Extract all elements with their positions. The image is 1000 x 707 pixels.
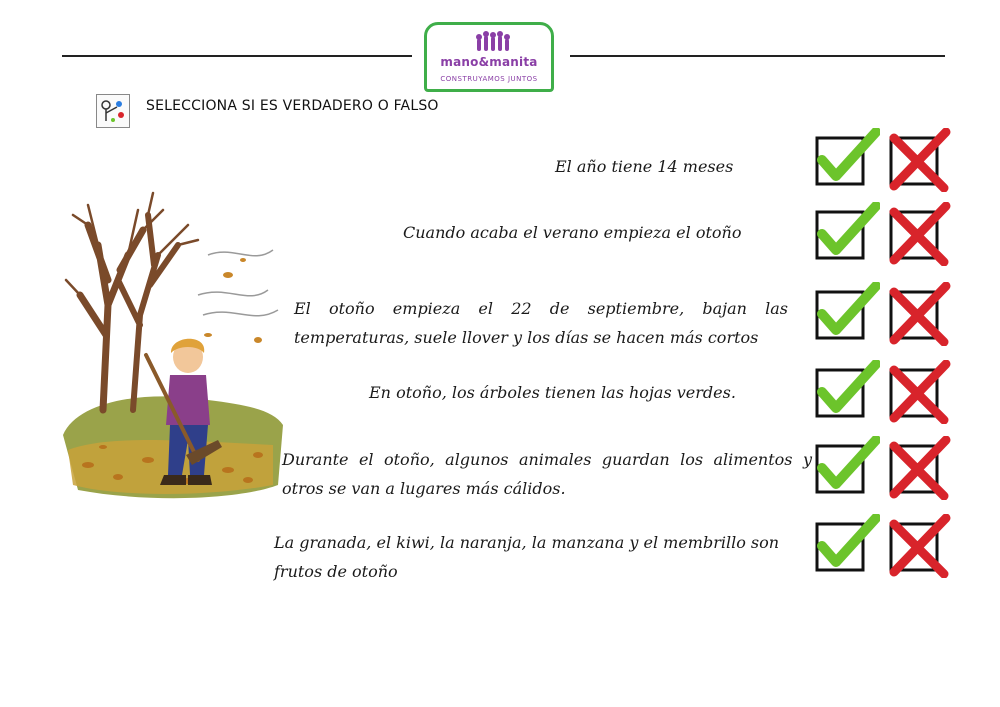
header-rule-right <box>570 55 945 57</box>
green-check-icon[interactable] <box>814 360 880 424</box>
statement-text: Durante el otoño, algunos animales guardan los alimentos y otros se van a lugares más cálidos. <box>282 450 812 498</box>
green-check-icon[interactable] <box>814 128 880 192</box>
statement-text: En otoño, los árboles tienen las hojas verdes. <box>369 383 736 402</box>
red-cross-icon[interactable] <box>888 282 954 346</box>
red-cross-icon[interactable] <box>888 360 954 424</box>
statement-text: El otoño empieza el 22 de septiembre, bajan las temperaturas, suele llover y los días se hacen más cortos <box>294 299 788 347</box>
instruction-text: SELECCIONA SI ES VERDADERO O FALSO <box>146 98 439 114</box>
red-cross-icon[interactable] <box>888 436 954 500</box>
statement-text: El año tiene 14 meses <box>555 157 734 176</box>
logo-brand: mano&manita <box>440 55 538 69</box>
green-check-icon[interactable] <box>814 436 880 500</box>
logo <box>424 22 554 92</box>
red-cross-icon[interactable] <box>888 202 954 266</box>
statement-text: Cuando acaba el verano empieza el otoño <box>403 223 742 242</box>
red-cross-icon[interactable] <box>888 128 954 192</box>
statement-text: La granada, el kiwi, la naranja, la manzana y el membrillo son frutos de otoño <box>274 533 780 581</box>
worksheet-activity-icon <box>96 94 130 128</box>
green-check-icon[interactable] <box>814 282 880 346</box>
autumn-boy-raking-leaves-image <box>58 185 288 505</box>
red-cross-icon[interactable] <box>888 514 954 578</box>
green-check-icon[interactable] <box>814 202 880 266</box>
logo-tagline: CONSTRUYAMOS JUNTOS <box>440 75 538 83</box>
hands-logo-icon <box>427 31 557 53</box>
header-rule-left <box>62 55 412 57</box>
green-check-icon[interactable] <box>814 514 880 578</box>
